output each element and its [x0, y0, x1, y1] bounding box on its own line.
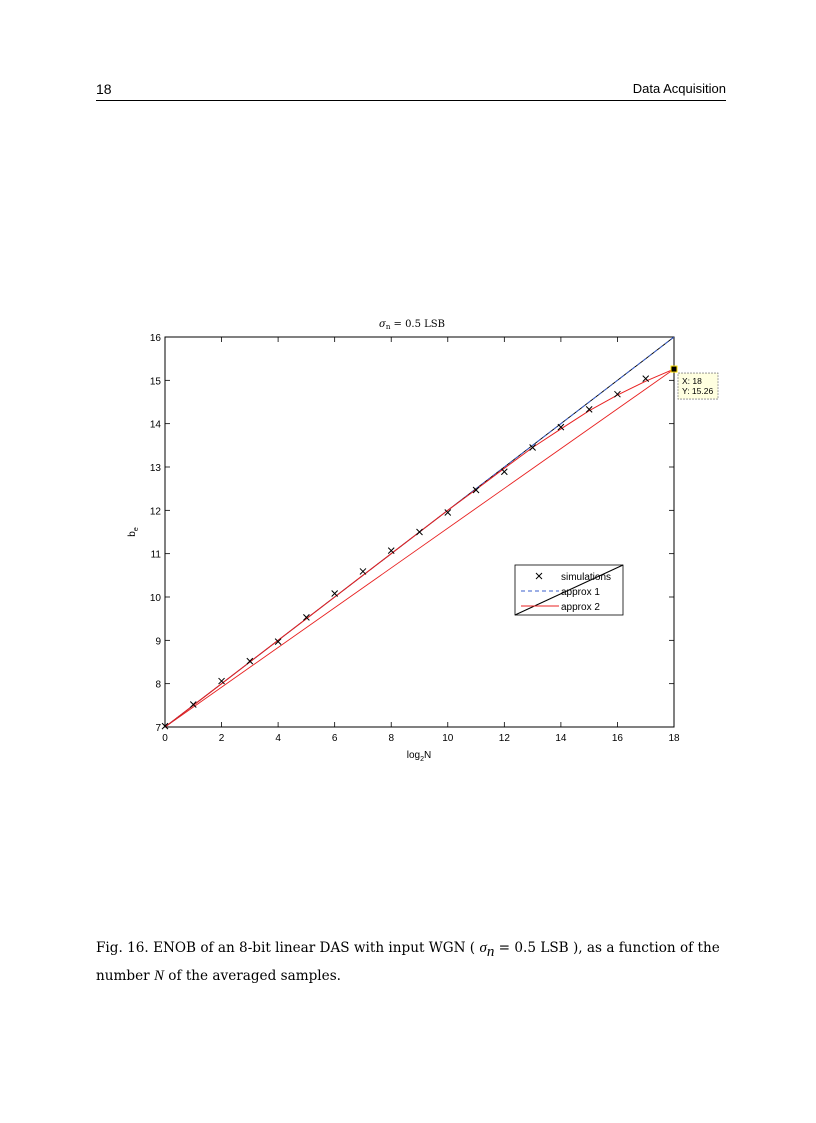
caption-text-3: number	[96, 967, 154, 984]
x-axis-label: $\log_2N$	[406, 750, 432, 763]
datatip-marker	[671, 366, 677, 372]
datatip-x: X: 18	[682, 376, 702, 387]
legend-label-approx-2: approx 2	[561, 602, 600, 613]
x-tick-label-12: 12	[498, 733, 510, 744]
datatip-y: Y: 15.26	[682, 386, 714, 397]
caption-text-1: Fig. 16. ENOB of an 8-bit linear DAS with input WGN (	[96, 940, 480, 956]
caption-text-4: of the averaged samples.	[163, 967, 341, 984]
x-tick-label-16: 16	[611, 733, 624, 744]
x-tick-label-18: 18	[668, 733, 680, 744]
caption-sigma-sub: n	[486, 943, 495, 960]
caption-sigma: σ	[479, 940, 487, 956]
y-tick-label-11: 11	[150, 549, 161, 561]
page-number: 18	[96, 81, 112, 97]
y-tick-label-13: 13	[149, 463, 161, 474]
y-tick-label-12: 12	[149, 506, 161, 518]
caption-text-2: = 0.5 LSB ), as a function of the	[494, 940, 720, 956]
caption-n: N	[153, 967, 164, 984]
x-tick-label-10: 10	[442, 733, 454, 744]
y-tick-label-8: 8	[155, 679, 161, 691]
y-tick-label-14: 14	[149, 419, 161, 431]
datatip[interactable]	[671, 366, 718, 399]
y-tick-label-15: 15	[149, 376, 161, 388]
x-tick-label-6: 6	[331, 733, 338, 744]
y-axis-label: $b_e$	[127, 527, 140, 537]
chart-title	[379, 319, 445, 331]
svg-text:σn = 0.5 LSB: $\sigma_n = 0.5$ LSB	[378, 319, 446, 331]
x-tick-label-14: 14	[555, 733, 567, 744]
y-tick-label-10: 10	[149, 593, 161, 604]
y-tick-label-16: 16	[149, 333, 161, 344]
legend	[515, 565, 623, 615]
x-tick-label-2: 2	[218, 733, 225, 744]
legend-label-approx-1: approx 1	[561, 587, 600, 598]
x-tick-label-0: 0	[162, 733, 168, 744]
x-tick-label-8: 8	[388, 733, 395, 744]
legend-label-simulations: simulations	[561, 572, 612, 583]
figure-caption	[96, 936, 726, 988]
running-title: Data Acquisition	[632, 81, 726, 96]
y-tick-label-7: 7	[155, 723, 161, 734]
y-tick-label-9: 9	[155, 636, 161, 648]
x-tick-label-4: 4	[275, 733, 281, 744]
